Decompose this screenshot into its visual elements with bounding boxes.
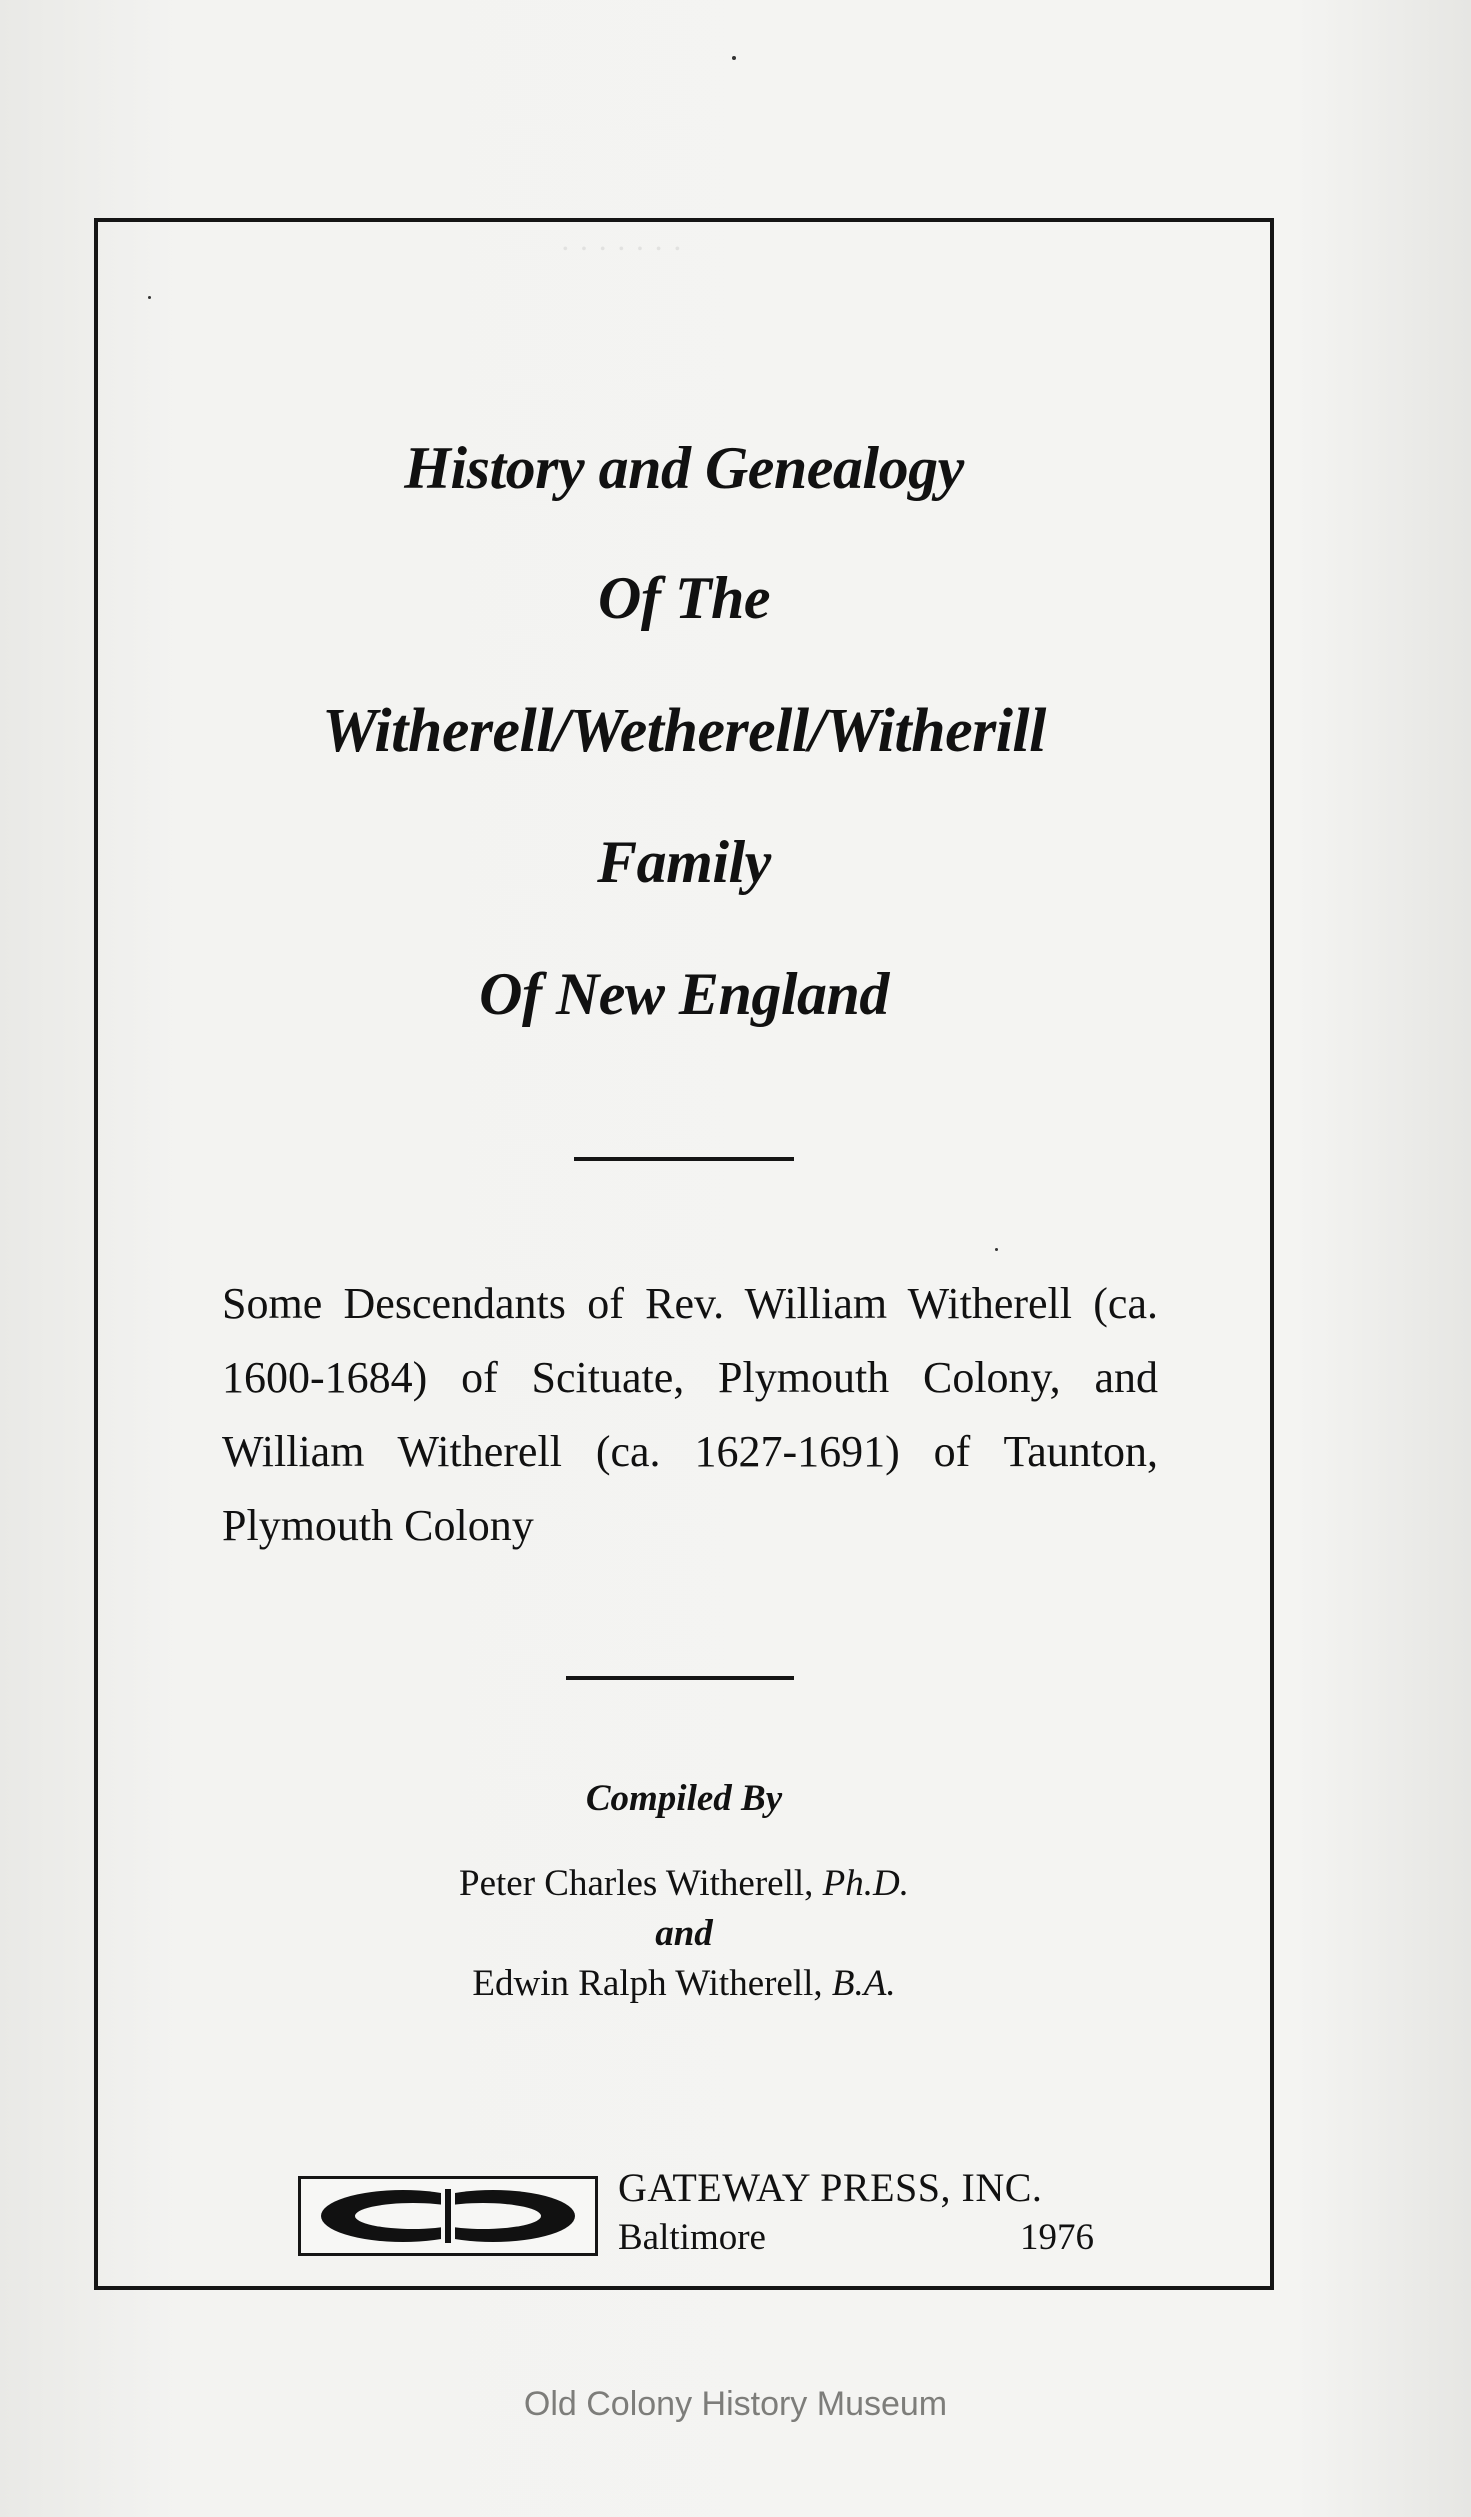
title-line-3: Witherell/Wetherell/Witherill	[322, 697, 1046, 765]
publisher-name: GATEWAY PRESS, INC.	[618, 2165, 1043, 2210]
title-line-1: History and Genealogy	[404, 435, 964, 501]
title-line-5: Of New England	[479, 961, 889, 1027]
author-2-degree: B.A.	[831, 1963, 896, 2004]
author-2-name: Edwin Ralph Witherell,	[472, 1963, 823, 2004]
author-1-name: Peter Charles Witherell,	[459, 1863, 814, 1904]
title-page-frame	[94, 218, 1274, 2290]
paper-speck	[995, 1248, 998, 1251]
title-line-2: Of The	[598, 565, 770, 631]
publication-year: 1976	[1020, 2217, 1094, 2258]
compiled-by-label: Compiled By	[585, 1778, 783, 1819]
gateway-press-logo-icon	[301, 2179, 595, 2253]
museum-watermark: Old Colony History Museum	[523, 2385, 948, 2423]
title-line-4: Family	[597, 829, 771, 895]
author-2	[98, 1962, 1270, 2005]
book-description: Some Descendants of Rev. William Witherell (ca. 1600-1684) of Scituate, Plymouth Colony, and William Witherell (ca. 1627-1691) of Taunton, Plymouth Colony	[222, 1279, 1158, 1550]
publisher-city: Baltimore	[618, 2217, 766, 2258]
and-label: and	[655, 1913, 713, 1954]
paper-speck	[148, 296, 151, 299]
divider-rule-bottom	[566, 1676, 794, 1680]
author-1-degree: Ph.D.	[822, 1863, 909, 1904]
paper-speck	[732, 56, 736, 60]
divider-rule-top	[574, 1157, 794, 1161]
publisher-logo	[298, 2176, 598, 2256]
author-1	[98, 1862, 1270, 1905]
